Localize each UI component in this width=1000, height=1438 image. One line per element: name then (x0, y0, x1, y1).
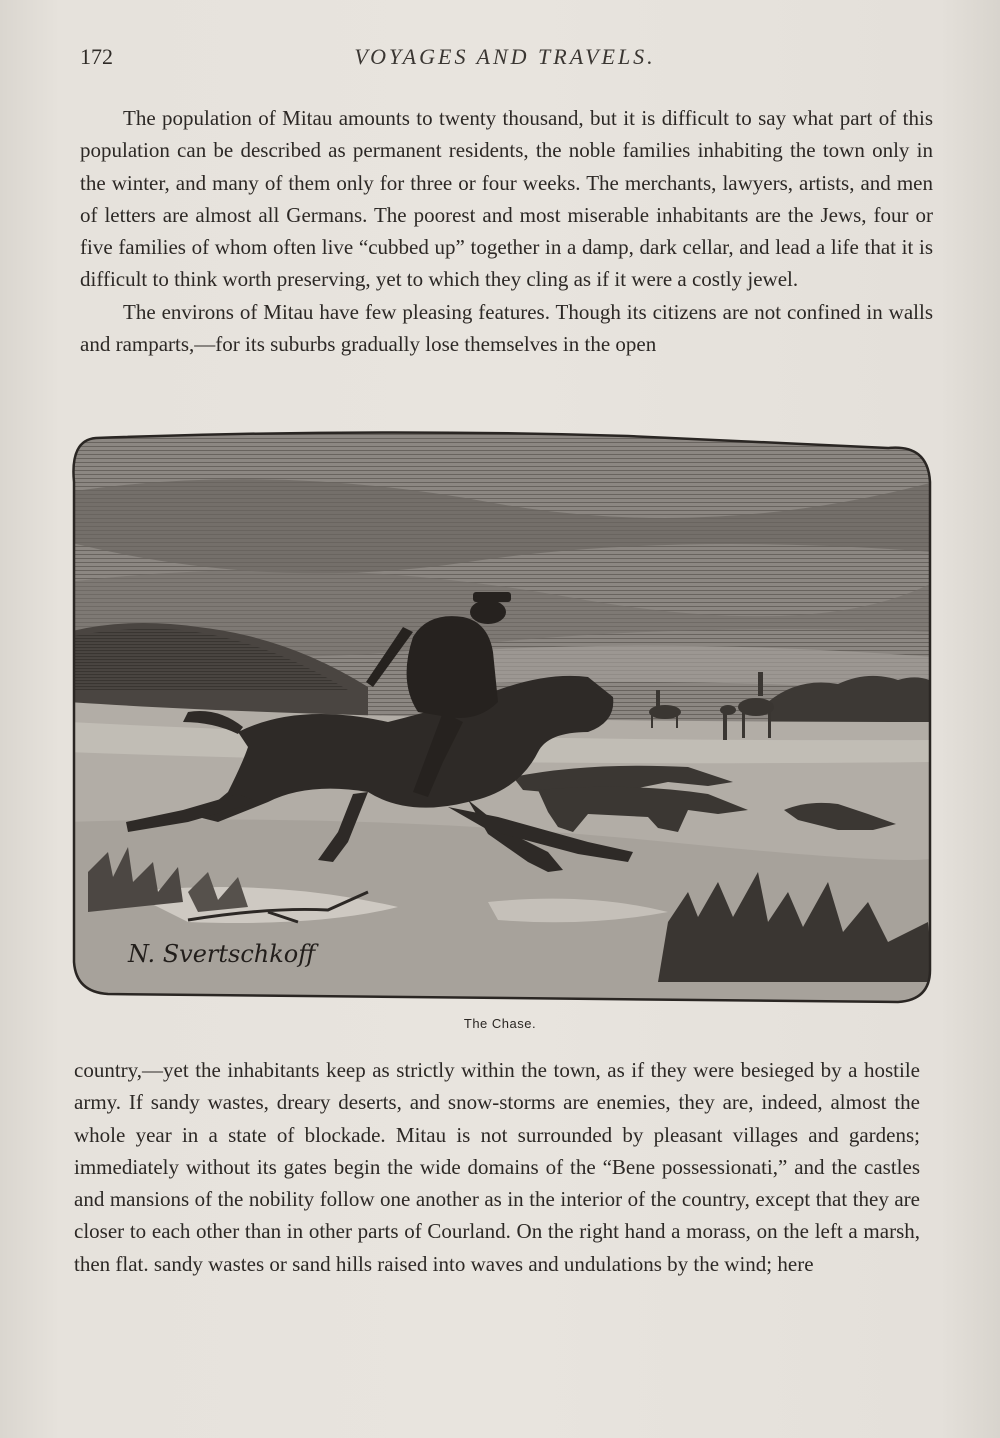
page-header (80, 44, 930, 74)
chase-engraving (68, 422, 934, 1006)
body-text-bottom (74, 1054, 920, 1280)
engraver-signature: N. Svertschkoff (128, 940, 316, 968)
body-text-top (80, 102, 933, 360)
paragraph-environs: The environs of Mitau have few pleasing features. Though its citizens are not confined in walls and ramparts,—for its suburbs gradually lose themselves in the open (80, 299, 933, 357)
illustration-caption: The Chase. (463, 1016, 537, 1031)
paragraph-country: country,—yet the inhabitants keep as strictly within the town, as if they were besieged by a hostile army. If sandy wastes, dreary deserts, and snow-storms are enemies, they are, indeed, almost the whole year in a state of blockade. Mitau is not surrounded by pleasant villages and gardens; immediately without its gates begin the wide domains of the “Bene possessionati,” and the castles and mansions of the nobility follow one another as in the interior of the country, except that they are closer to each other than in other parts of Courland. On the right hand a morass, on the left a marsh, then flat. sandy wastes or sand hills raised into waves and undulations by the wind; here (74, 1058, 920, 1276)
paragraph-population: The population of Mitau amounts to twenty thousand, but it is difficult to say what part of this population can be described as permanent residents, the noble families inhabiting the town only in the winter, and many of them only for three or four weeks. The merchants, lawyers, artists, and men of letters are almost all Germans. The poorest and most miserable inhabitants are the Jews, four or five families of whom often live “cubbed up” together in a damp, dark cellar, and lead a life that it is difficult to think worth preserving, yet to which they cling as if it were a costly jewel. (80, 106, 933, 292)
page-number: 172 (80, 44, 113, 69)
running-head: VOYAGES AND TRAVELS. (354, 44, 656, 69)
